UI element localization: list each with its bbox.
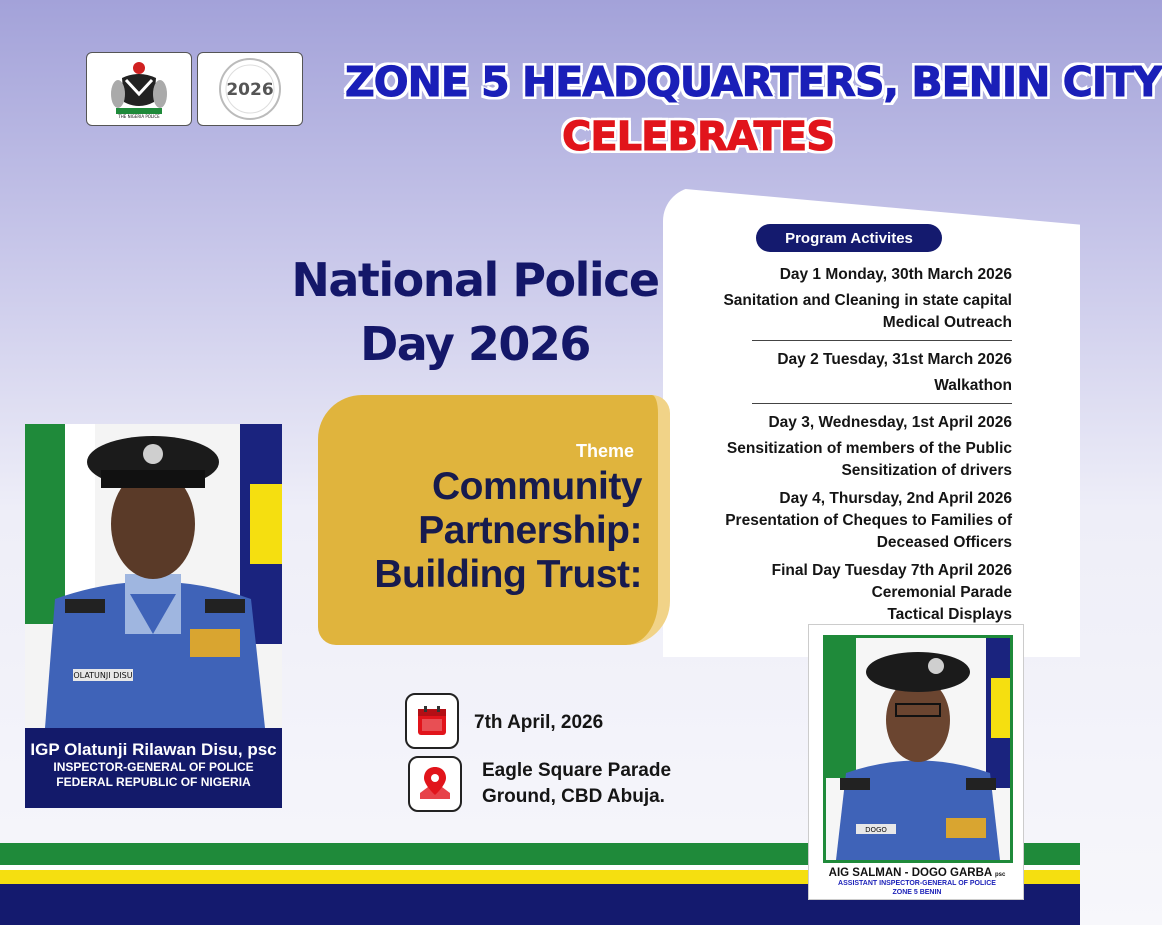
activity: Ceremonial Parade [871, 584, 1012, 601]
activity: Sanitation and Cleaning in state capital [723, 292, 1012, 309]
theme-line: Building Trust: [374, 553, 642, 596]
program-day-3 [672, 412, 1012, 482]
igp-caption [25, 728, 282, 808]
program-list [672, 264, 1012, 626]
svg-text:THE NIGERIA POLICE: THE NIGERIA POLICE [118, 114, 160, 119]
divider [752, 403, 1012, 404]
venue-line: Ground, CBD Abuja. [482, 786, 665, 807]
event-title [290, 248, 660, 376]
day-label: Day 2 Tuesday, 31st March 2026 [777, 351, 1012, 368]
aig-photo-frame [823, 635, 1013, 863]
aig-caption [809, 867, 1025, 897]
calendar-icon-box [405, 693, 459, 749]
igp-title: INSPECTOR-GENERAL OF POLICE [53, 760, 254, 774]
headline-zone5: ZONE 5 HEADQUARTERS, BENIN CITY [345, 58, 1162, 106]
igp-country: FEDERAL REPUBLIC OF NIGERIA [56, 775, 251, 789]
police-day-emblem [197, 52, 303, 126]
activity: Tactical Displays [887, 606, 1012, 623]
svg-text:OLATUNJI DISU: OLATUNJI DISU [73, 671, 133, 680]
activity: Presentation of Cheques to Families of [725, 512, 1012, 529]
program-day-final [672, 560, 1012, 626]
police-logo [86, 52, 192, 126]
activity: Walkathon [934, 377, 1012, 394]
aig-photo [826, 638, 1010, 860]
program-heading: Program Activites [756, 224, 942, 252]
theme-line: Community [432, 465, 642, 508]
activity: Sensitization of drivers [841, 462, 1012, 479]
theme-card [318, 395, 670, 645]
event-venue [482, 758, 671, 810]
day-label: Day 4, Thursday, 2nd April 2026 [779, 490, 1012, 507]
calendar-icon [414, 703, 450, 739]
activity: Deceased Officers [876, 534, 1012, 551]
activity: Medical Outreach [882, 314, 1012, 331]
aig-name: AIG SALMAN - DOGO GARBA psc [828, 867, 1006, 879]
aig-portrait [808, 624, 1024, 900]
event-title-line1: National Police [291, 253, 659, 307]
theme-label: Theme [575, 441, 634, 461]
police-day-emblem-icon [210, 54, 290, 124]
program-day-1 [672, 264, 1012, 334]
event-title-line2: Day 2026 [360, 317, 590, 371]
program-day-4 [672, 488, 1012, 554]
aig-title: ASSISTANT INSPECTOR-GENERAL OF POLICE [838, 880, 996, 887]
event-date: 7th April, 2026 [474, 712, 604, 733]
svg-text:2026: 2026 [226, 80, 274, 100]
venue-line: Eagle Square Parade [482, 760, 672, 781]
svg-text:DOGO: DOGO [865, 826, 887, 834]
headline-celebrates: CELEBRATES [562, 114, 835, 160]
divider [752, 340, 1012, 341]
theme-text [322, 465, 642, 597]
igp-portrait [25, 424, 282, 808]
igp-photo [25, 424, 282, 728]
day-label: Day 1 Monday, 30th March 2026 [779, 266, 1012, 283]
location-icon-box [408, 756, 462, 812]
day-label: Day 3, Wednesday, 1st April 2026 [768, 414, 1012, 431]
activity: Sensitization of members of the Public [726, 440, 1012, 457]
location-pin-icon [416, 765, 454, 803]
coat-of-arms-icon [104, 58, 174, 120]
aig-zone: ZONE 5 BENIN [892, 889, 942, 896]
theme-line: Partnership: [418, 509, 642, 552]
program-day-2 [672, 349, 1012, 397]
day-label: Final Day Tuesday 7th April 2026 [771, 562, 1012, 579]
igp-name: IGP Olatunji Rilawan Disu, psc [30, 740, 277, 759]
